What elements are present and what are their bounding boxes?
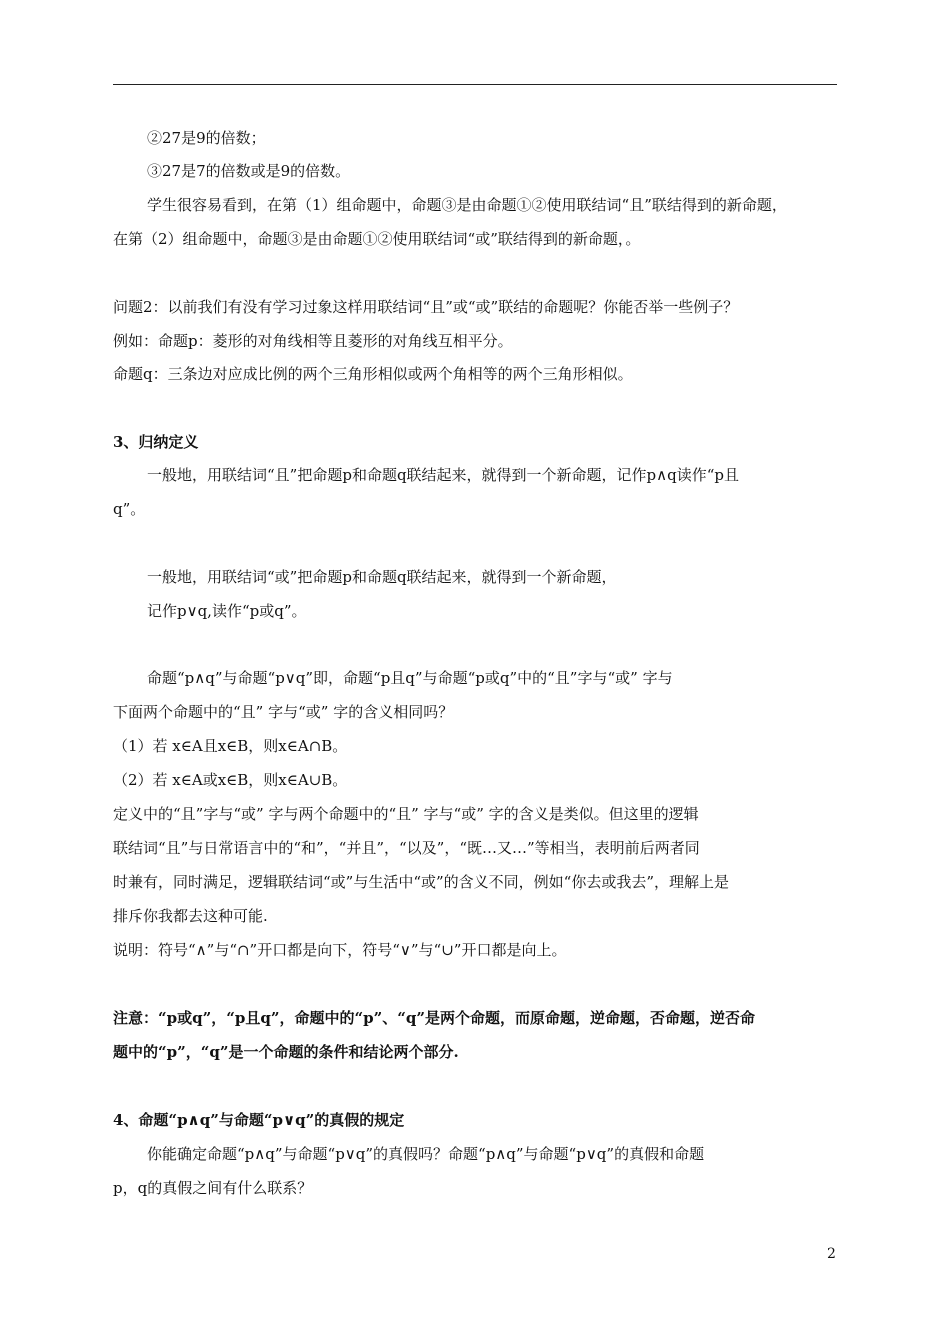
text-line: 时兼有，同时满足，逻辑联结词“或”与生活中“或”的含义不同，例如“你去或我去”，理解上是: [113, 873, 730, 891]
section-heading: 3、归纳定义: [113, 433, 199, 451]
text-line: （1）若 x∈A且x∈B，则x∈A∩B。: [113, 737, 348, 755]
text-line: 命题q：三条边对应成比例的两个三角形相似或两个角相等的两个三角形相似。: [113, 365, 633, 383]
text-line: 下面两个命题中的“且” 字与“或” 字的含义相同吗？: [113, 703, 454, 721]
text-line: ③27是7的倍数或是9的倍数。: [147, 162, 351, 180]
text-line: 命题“p∧q”与命题“p∨q”即，命题“p且q”与命题“p或q”中的“且”字与“或” 字与: [147, 669, 673, 687]
text-line: q”。: [113, 500, 146, 518]
text-line: 学生很容易看到，在第（1）组命题中，命题③是由命题①②使用联结词“且”联结得到的新命题，: [147, 196, 787, 214]
header-rule: [113, 84, 837, 85]
page-number: 2: [827, 1246, 836, 1262]
text-line: 问题2：以前我们有没有学习过象这样用联结词“且”或“或”联结的命题呢？你能否举一些例子？: [113, 298, 739, 316]
text-line: 一般地，用联结词“或”把命题p和命题q联结起来，就得到一个新命题，: [147, 568, 617, 586]
text-line: 记作p∨q,读作“p或q”。: [147, 602, 307, 620]
text-line: （2）若 x∈A或x∈B，则x∈A∪B。: [113, 771, 348, 789]
note-line: 注意：“p或q”，“p且q”，命题中的“p”、“q”是两个命题，而原命题，逆命题，否命题，逆否命: [113, 1009, 755, 1027]
text-line: 在第（2）组命题中，命题③是由命题①②使用联结词“或”联结得到的新命题，。: [113, 230, 641, 248]
text-line: 你能确定命题“p∧q”与命题“p∨q”的真假吗？命题“p∧q”与命题“p∨q”的真假和命题: [147, 1145, 705, 1163]
text-line: p，q的真假之间有什么联系？: [113, 1179, 313, 1197]
note-line: 题中的“p”，“q”是一个命题的条件和结论两个部分.: [113, 1043, 459, 1061]
text-line: 一般地，用联结词“且”把命题p和命题q联结起来，就得到一个新命题，记作p∧q读作“p且: [147, 466, 739, 484]
section-heading: 4、命题“p∧q”与命题“p∨q”的真假的规定: [113, 1111, 405, 1129]
text-line: 联结词“且”与日常语言中的“和”，“并且”，“以及”，“既…又…”等相当，表明前后两者同: [113, 839, 700, 857]
text-line: 排斥你我都去这种可能.: [113, 907, 268, 925]
text-line: 例如：命题p：菱形的对角线相等且菱形的对角线互相平分。: [113, 332, 513, 350]
text-line: 定义中的“且”字与“或” 字与两个命题中的“且” 字与“或” 字的含义是类似。但这里的逻辑: [113, 805, 699, 823]
text-line: 说明：符号“∧”与“∩”开口都是向下，符号“∨”与“∪”开口都是向上。: [113, 941, 567, 959]
text-line: ②27是9的倍数；: [147, 129, 266, 147]
